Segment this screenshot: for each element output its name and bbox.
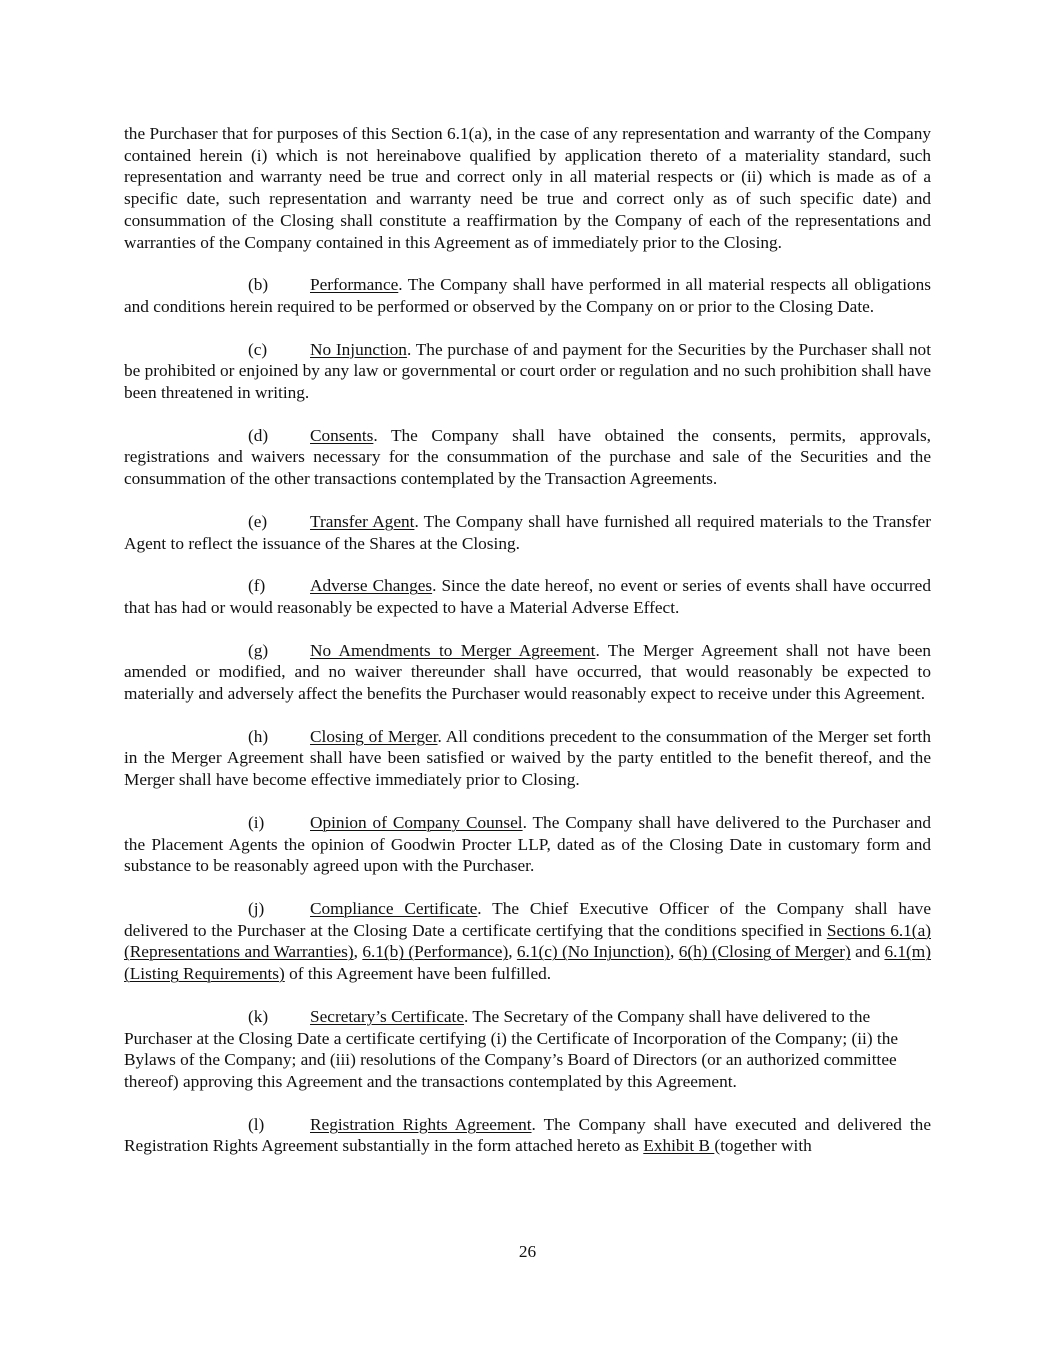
paragraph-label: (c) (248, 339, 268, 359)
paragraph-text: (together with (714, 1136, 812, 1156)
paragraph-text: the Purchaser that for purposes of this Section 6.1(a), in the case of any representation and warranty of the Company contained herein (i) which is not hereinabove qualified by application thereto of a materiality standard, such representation and warranty need be true and correct only in all material respects or (ii) which is made as of a specific date, such representation and warranty need be true and correct only as of such specific date) and consummation of the Closing shall constitute a reaffirmation by the Company of each of the representations and warranties of the Company contained in this Agreement as of immediately prior to the Closing. (124, 124, 931, 252)
paragraph-text: . The Merger Agreement shall not have been amended or modified, and no waiver thereunder shall have occurred, that would reasonably be expected to materially and adversely affect the benefits the Purchaser would reasonably expect to receive under this Agreement. (124, 640, 932, 704)
paragraph-heading: Opinion of Company Counsel (310, 812, 523, 832)
paragraph-c-no-injunction (124, 339, 931, 404)
separator-text: , (508, 942, 517, 962)
paragraph-e-transfer-agent (124, 511, 931, 554)
paragraph-g-no-amendments (124, 640, 931, 705)
paragraph-text: . All conditions precedent to the consummation of the Merger set forth in the Merger Agreement shall have been satisfied or waived by the party entitled to the benefit thereof, and the Merger shall have become effective immediately prior to Closing. (124, 726, 931, 790)
paragraph-label: (f) (248, 576, 266, 596)
paragraph-text: . The purchase of and payment for the Securities by the Purchaser shall not be prohibited or enjoined by any law or governmental or court order or regulation and no such prohibition shall have been threatened in writing. (124, 339, 931, 403)
paragraph-j-compliance-certificate (124, 898, 931, 985)
paragraph-heading: No Injunction (310, 339, 407, 359)
paragraph-heading: Closing of Merger (310, 726, 438, 746)
paragraph-text: of this Agreement have been fulfilled. (284, 964, 552, 984)
paragraph-heading: Registration Rights Agreement (310, 1114, 532, 1134)
paragraph-text: . The Company shall have delivered to the Purchaser and the Placement Agents the opinion of Goodwin Procter LLP, dated as of the Closing Date in customary form and substance to be reasonably agreed upon with the Purchaser. (124, 812, 931, 876)
paragraph-heading: Compliance Certificate (310, 898, 478, 918)
paragraph-text: . The Company shall have executed and delivered the Registration Rights Agreement substantially in the form attached hereto as (124, 1114, 931, 1156)
separator-text: and (850, 942, 885, 962)
paragraph-label: (l) (248, 1114, 265, 1134)
paragraph-text: . The Company shall have performed in all material respects all obligations and conditions herein required to be performed or observed by the Company on or prior to the Closing Date. (124, 275, 931, 316)
paragraph-d-consents (124, 425, 931, 490)
section-reference: 6.1(c) (No Injunction) (516, 942, 671, 962)
paragraph-text: . The Company shall have obtained the consents, permits, approvals, registrations and waivers necessary for the consummation of the purchase and sale of the Securities and the consummation of the other transactions contemplated by the Transaction Agreements. (124, 425, 931, 489)
paragraph-heading: Adverse Changes (310, 576, 433, 596)
paragraph-heading: No Amendments to Merger Agreement (310, 640, 596, 660)
paragraph-heading: Secretary’s Certificate (310, 1006, 465, 1026)
paragraph-b-performance (124, 274, 931, 317)
paragraph-i-opinion-of-counsel (124, 812, 931, 877)
paragraph-heading: Consents (310, 425, 374, 445)
section-reference: Sections 6.1(a) (Representations and Warranties) (124, 920, 931, 962)
paragraph-l-registration-rights (124, 1114, 931, 1157)
exhibit-reference: Exhibit B (643, 1136, 715, 1156)
separator-text: , (670, 942, 679, 962)
section-reference: 6.1(m) (Listing Requirements) (124, 942, 932, 984)
paragraph-text: . The Chief Executive Officer of the Company shall have delivered to the Purchaser at the Closing Date a certificate certifying that the conditions specified in (124, 898, 931, 940)
document-body (124, 123, 931, 1178)
page-number: 26 (518, 1242, 537, 1261)
paragraph-text: . The Secretary of the Company shall have delivered to the Purchaser at the Closing Date a certificate certifying (i) the Certificate of Incorporation of the Company; (ii) the Bylaws of the Company; and (iii) resolutions of the Company’s Board of Directors (or an authorized committee thereof) approving this Agreement and the transactions contemplated by this Agreement. (124, 1006, 899, 1091)
paragraph-label: (j) (248, 898, 265, 918)
paragraph-label: (h) (248, 726, 269, 746)
section-reference: 6(h) (Closing of Merger) (678, 942, 851, 962)
paragraph-label: (e) (248, 511, 268, 531)
paragraph-label: (i) (248, 812, 265, 832)
paragraph-label: (d) (248, 425, 269, 445)
paragraph-label: (k) (248, 1006, 269, 1026)
paragraph-label: (g) (248, 640, 269, 660)
section-reference: 6.1(b) (Performance) (362, 942, 509, 962)
paragraph-heading: Transfer Agent (310, 511, 415, 531)
paragraph-k-secretarys-certificate (124, 1006, 931, 1093)
paragraph-text: . Since the date hereof, no event or series of events shall have occurred that has had or would reasonably be expected to have a Material Adverse Effect. (124, 576, 931, 617)
separator-text: , (353, 942, 363, 962)
paragraph-heading: Performance (310, 275, 399, 295)
paragraph-6-1-a-continuation (124, 123, 931, 253)
paragraph-label: (b) (248, 275, 269, 295)
paragraph-h-closing-of-merger (124, 726, 931, 791)
paragraph-text: . The Company shall have furnished all required materials to the Transfer Agent to reflect the issuance of the Shares at the Closing. (124, 511, 931, 553)
paragraph-f-adverse-changes (124, 575, 931, 618)
